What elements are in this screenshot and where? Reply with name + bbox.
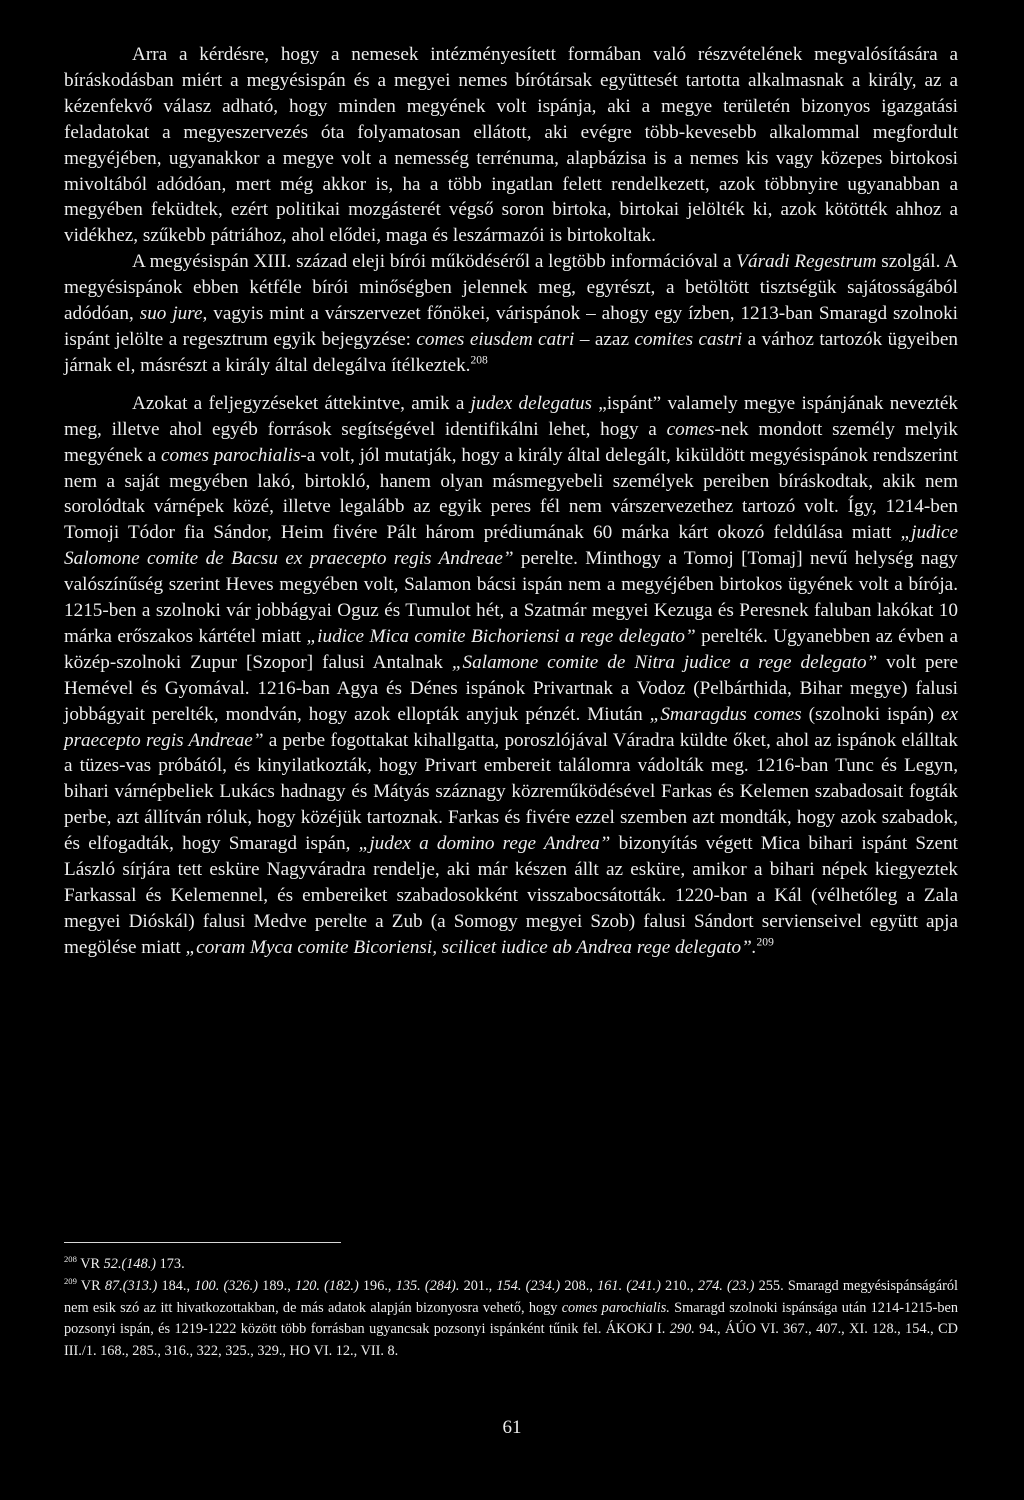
text-run: 196.,: [358, 1277, 396, 1294]
text-run: 184.,: [157, 1277, 195, 1294]
text-run: -nek mondott személy melyik megyének a: [64, 418, 958, 466]
footnote: [64, 1276, 958, 1363]
text-run: (szolnoki ispán): [801, 703, 941, 725]
text-run: „ispánt” valamely megye ispánjának nevezték meg, illetve ahol egyéb források segítségével identifikálni lehet, hogy a: [64, 392, 958, 440]
italic-text: „iudice Mica comite Bichoriensi a rege delegato”: [306, 625, 696, 647]
text-run: a várhoz tartozók ügyeiben járnak el, másrészt a király által delegálva ítélkeztek.: [64, 328, 958, 376]
text-run: a perbe fogottakat kihallgatta, poroszlójával Váradra küldte őket, ahol az ispánok elálltak a tüzes-vas próbától, és kinyilatkozták, hogy Privart embereit találomra vádolták meg. 1216-ban Tunc és Legyn, bihari várnépbeliek Lukács hadnagy és Mátyás száznagy közreműködésével Farkas és Kelemen szabadosait fogták perbe, azt állítván róluk, hogy közéjük tartoznak. Farkas és fivére ezzel szemben azt mondták, hogy azok szabadok, és elfogadták, hogy Smaragd ispán,: [64, 729, 958, 855]
italic-text: 274. (23.): [697, 1277, 755, 1294]
text-run: 189.,: [258, 1277, 295, 1294]
body-text: [64, 42, 958, 961]
italic-text: „Smaragdus comes: [649, 703, 802, 725]
text-run: Arra a kérdésre, hogy a nemesek intézményesített formában való részvételének megvalósítására a bíráskodásban miért a megyésispán és a megyei nemes bírótársak együttesét tartotta alkalmasnak a király, az a kézenfekvő válasz adható, hogy minden megyének volt ispánja, aki a megye területén bizonyos igazgatási feladatokat a megyeszervezés óta folyamatosan ellátott, aki evégre több-kevesebb alkalommal megfordult megyéjében, ugyanakkor a megye volt a nemesség terrénuma, alapbázisa is a nemes kis vagy közepes birtokosi mivoltából adódóan, mert még akkor is, ha a több ingatlan felett rendelkezett, azok többnyire ugyanabban a megyében feküdtek, ezért politikai mozgásterét végső soron birtoka, birtokai jelölték ki, azok kötötték ahhoz a vidékhez, szűkebb pátriához, ahol elődei, maga és leszármazói is birtokoltak.: [64, 44, 958, 247]
paragraph: [64, 391, 958, 961]
text-run: 208.,: [560, 1277, 598, 1294]
text-run: bizonyítás végett Mica bihari ispánt Szent László sírjára tett esküre Nagyváradra rendelje, aki már készen állt az esküre, amikor a bihari népek kiegyeztek Farkassal és Kelemennel, és embereiket szabadosokként visszabocsátották. 1220-ban a Kál (vélhetőleg a Zala megyei Dióskál) falusi Medve perelte a Zub (a Somogy megyei Szob) falusi Sándort servienseivel együtt apja megölése miatt: [64, 833, 958, 958]
text-run: 94., ÁÚO VI. 367., 407., XI. 128., 154., CD III./1. 168., 285., 316., 322, 325., 329., HO VI. 12., VII. 8.: [64, 1321, 958, 1360]
paragraph: [64, 249, 958, 379]
text-run: perelték. Ugyanebben az évben a közép-szolnoki Zupur [Szopor] falusi Antalnak: [64, 625, 958, 673]
italic-text: Váradi Regestrum: [736, 251, 877, 273]
footnote-marker: 208: [64, 1254, 77, 1265]
italic-text: suo jure,: [139, 303, 208, 325]
text-run: perelte. Minthogy a Tomoj [Tomaj] nevű helység nagy valószínűség szerint Heves megyében volt, Salamon bácsi ispán nem a megyéjében birtokos ügyének volt a bírója. 1215-ben a szolnoki vár jobbágyai Oguz és Tumulot hét, a Szatmár megyei Kezuga és Peresnek faluban lakókat 10 márka erőszakos kártétel miatt: [64, 548, 958, 647]
italic-text: „coram Myca comite Bicoriensi, scilicet iudice ab Andrea rege delegato”.: [185, 936, 757, 958]
text-run: Smaragd szolnoki ispánsága után 1214-1215-ben pozsonyi ispán, és 1219-1222 között több forrásban ugyancsak pozsonyi ispánként tűnik fel. ÁKOKJ I.: [64, 1299, 958, 1338]
text-run: – azaz: [574, 328, 635, 350]
text-run: vagyis mint a várszervezet főnökei, várispánok – ahogy egy ízben, 1213-ban Smaragd szolnoki ispánt jelölte a regesztrum egyik bejegyzése:: [64, 303, 959, 350]
text-run: Azokat a feljegyzéseket áttekintve, amik a: [132, 392, 471, 414]
italic-text: comes parochialis: [160, 444, 301, 466]
text-run: volt pere Hemével és Gyomával. 1216-ban Agya és Dénes ispánok Privartnak a Vodoz (Pelbárthida, Bihar megye) falusi jobbágyait perelték, mondván, hogy azok ellopták anyjuk pénzét. Miután: [64, 651, 958, 725]
text-run: A megyésispán XIII. század eleji bírói működéséről a legtöbb információval a: [132, 251, 737, 273]
footnote-marker: 208: [470, 354, 488, 367]
italic-text: 87.(313.): [104, 1277, 158, 1294]
italic-text: comes eiusdem catri: [416, 328, 575, 350]
text-run: szolgál. A megyésispánok ebben kétféle bírói minőségben jelennek meg, egyrészt, a betöltött tisztségük sajátosságából adódóan,: [64, 251, 958, 325]
italic-text: comes parochialis.: [561, 1299, 670, 1316]
text-run: VR: [76, 1277, 105, 1294]
italic-text: comes: [666, 418, 715, 440]
text-run: 210.,: [660, 1277, 698, 1294]
italic-text: „judice Salomone comite de Bacsu ex praecepto regis Andreae”: [64, 522, 958, 570]
text-run: 201.,: [459, 1277, 497, 1294]
italic-text: 135. (284).: [395, 1277, 460, 1294]
footnote-marker: 209: [64, 1276, 77, 1287]
italic-text: 52.(148.): [103, 1256, 157, 1272]
footnote-rule: [64, 1242, 341, 1243]
footnote-marker: 209: [756, 936, 774, 949]
italic-text: 154. (234.): [496, 1277, 561, 1294]
text-run: 255. Smaragd megyésispánságáról nem esik szó az itt hivatkozottakban, de más adatok alapján bizonyosra vehető, hogy: [64, 1277, 958, 1316]
paragraph: [64, 42, 958, 249]
footnote: [64, 1254, 958, 1276]
text-run: 173.: [156, 1256, 185, 1272]
italic-text: „judex a domino rege Andrea”: [358, 833, 611, 855]
italic-text: „Salamone comite de Nitra judice a rege delegato”: [451, 651, 878, 673]
italic-text: ex praecepto regis Andreae”: [64, 703, 958, 751]
italic-text: judex delegatus: [470, 392, 593, 414]
text-run: -a volt, jól mutatják, hogy a király által delegált, kiküldött megyésispánok rendszerint nem a saját megyében lakó, birtokló, hanem olyan másmegyebeli személyek pereiben bíráskodtak, akik nem sorolódtak várnépek közé, illetve legalább az egyik peres fél nem várszervezethez tartozó volt. Így, 1214-ben Tomoji Tódor fia Sándor, Heim fivére Pált három prédiumának 60 márka kárt okozó feldúlása miatt: [64, 444, 958, 544]
text-run: VR: [76, 1256, 104, 1272]
italic-text: 100. (326.): [194, 1277, 258, 1294]
page-number: 61: [502, 1417, 522, 1438]
italic-text: comites castri: [634, 328, 743, 350]
italic-text: 290.: [669, 1321, 695, 1338]
italic-text: 161. (241.): [597, 1277, 661, 1294]
italic-text: 120. (182.): [294, 1277, 359, 1294]
footnotes: [64, 1254, 958, 1363]
